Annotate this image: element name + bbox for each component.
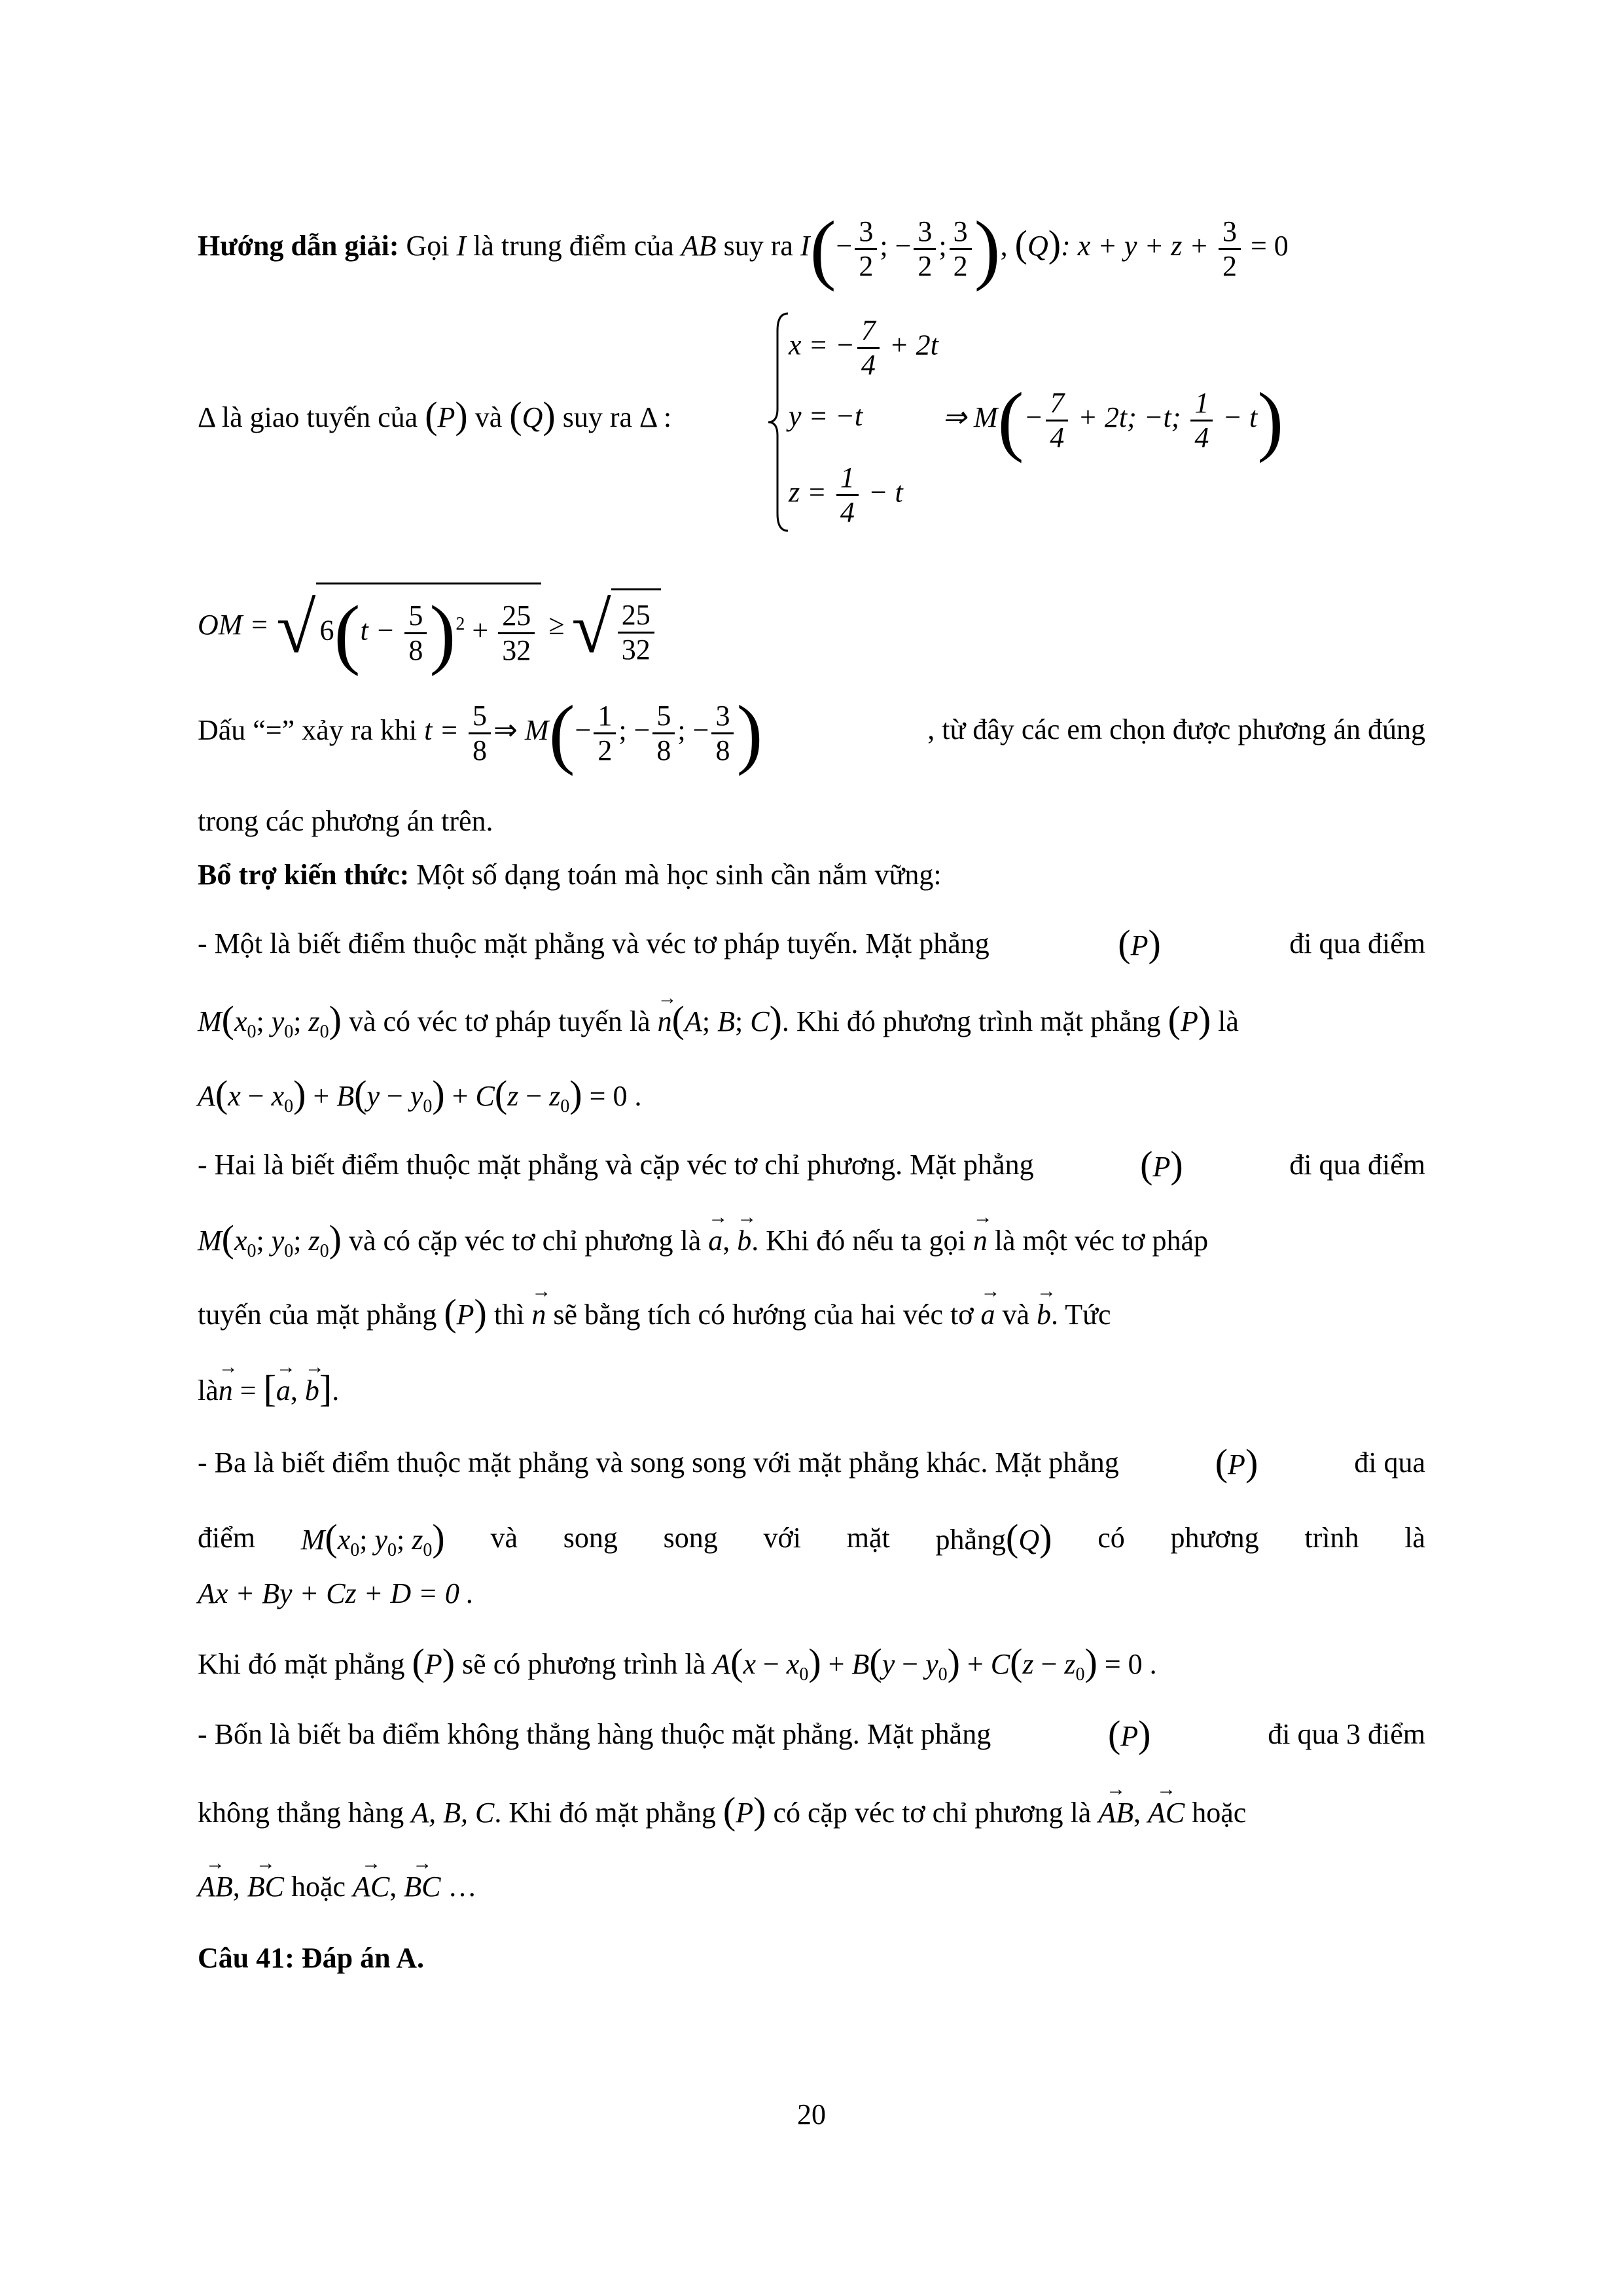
guide-line-2: Δ là giao tuyến của (P) và (Q) suy ra Δ :: [198, 394, 672, 437]
item4-line-1: - Bốn là biết ba điểm không thẳng hàng thuộc mặt phẳng. Mặt phẳng (P) đi qua 3 điểm: [198, 1713, 1425, 1755]
item2-line-4: là→ n = [→ a, → b].: [198, 1369, 1425, 1410]
item3-line-1: - Ba là biết điểm thuộc mặt phẳng và song song với mặt phẳng khác. Mặt phẳng (P) đi qua: [198, 1441, 1425, 1484]
point-m-param: ⇒ M(− $\frac{7}{4}$ + 2t; −t; $\frac{1}{4}$ − t): [942, 376, 1284, 463]
system-y: y = −t: [789, 400, 863, 432]
item2-line-2: $M(x_0$; $y_0$; $z_0$) và có cặp véc tơ chỉ phương là → a, → b. Khi đó nếu ta gọi → n là một véc tơ pháp: [198, 1219, 1425, 1271]
item2-line-1: - Hai là biết điểm thuộc mặt phẳng và cặp véc tơ chỉ phương. Mặt phẳng (P) đi qua điểm: [198, 1143, 1425, 1186]
item1-line-3: $A(x - x_0) + B(y - y_0) + C(z - z_0) = 0$ .: [198, 1073, 642, 1117]
system-brace: [766, 311, 792, 533]
item4-line-3: → AB, → BC hoặc → AC, → BC …: [198, 1867, 1425, 1907]
equality-line-2: trong các phương án trên.: [198, 805, 493, 837]
item3-line-2: điểm $M(x_0$; $y_0$; $z_0$) và song song với mặt phẳng(Q) có phương trình là: [198, 1516, 1425, 1560]
item4-line-2: không thẳng hàng A, B, C. Khi đó mặt phẳng (P) có cặp véc tơ chỉ phương là → AB, → AC hoặc: [198, 1791, 1425, 1833]
system-x: x = − $\frac{7}{4}$ + 2t: [789, 314, 938, 381]
item3-line-3: Ax + By + Cz + D = 0 .: [198, 1577, 474, 1609]
system-z: z = $\frac{1}{4}$ − t: [789, 461, 903, 528]
guide-label: Hướng dẫn giải:: [198, 230, 399, 262]
guide-line-1: Hướng dẫn giải: Gọi I là trung điểm của AB suy ra I(− $\frac{3}{2}$ ; − $\frac{3}{2}$ ; $\frac{3}{2}$ ), (Q): x + y + z + $\frac{3}{2}$ = 0: [198, 205, 1289, 292]
equality-line: Dấu “=” xảy ra khi t = $\frac{5}{8}$ ⇒ M(− $\frac{1}{2}$ ; − $\frac{5}{8}$ ; − $\frac{3}{8}$ ) , từ đây các em chọn được phương án đúng: [198, 689, 1425, 776]
page-number: 20: [797, 2098, 826, 2130]
om-line: OM = √ 6(t − $\frac{5}{8}$ )$^2$ + $\frac{25}{32}$ ≥ √ $\frac{25}{32}$: [198, 583, 1425, 673]
answer-line: Câu 41: Đáp án A.: [198, 1942, 424, 1974]
item2-line-3: tuyến của mặt phẳng (P) thì → n sẽ bằng tích có hướng của hai véc tơ → a và → b. Tức: [198, 1293, 1425, 1335]
item3-line-4: Khi đó mặt phẳng (P) sẽ có phương trình là $A(x - x_0) + B(y - y_0) + C(z - z_0) = 0$ .: [198, 1641, 1157, 1685]
item1-line-1: - Một là biết điểm thuộc mặt phẳng và véc tơ pháp tuyến. Mặt phẳng (P) đi qua điểm: [198, 922, 1425, 965]
knowledge-heading: Bổ trợ kiến thức: Một số dạng toán mà học sinh cần nắm vững:: [198, 859, 942, 891]
item1-line-2: $M(x_0$; $y_0$; $z_0$) và có véc tơ pháp tuyến là → n(A; B; C). Khi đó phương trình mặt phẳng (P) là: [198, 1000, 1425, 1052]
